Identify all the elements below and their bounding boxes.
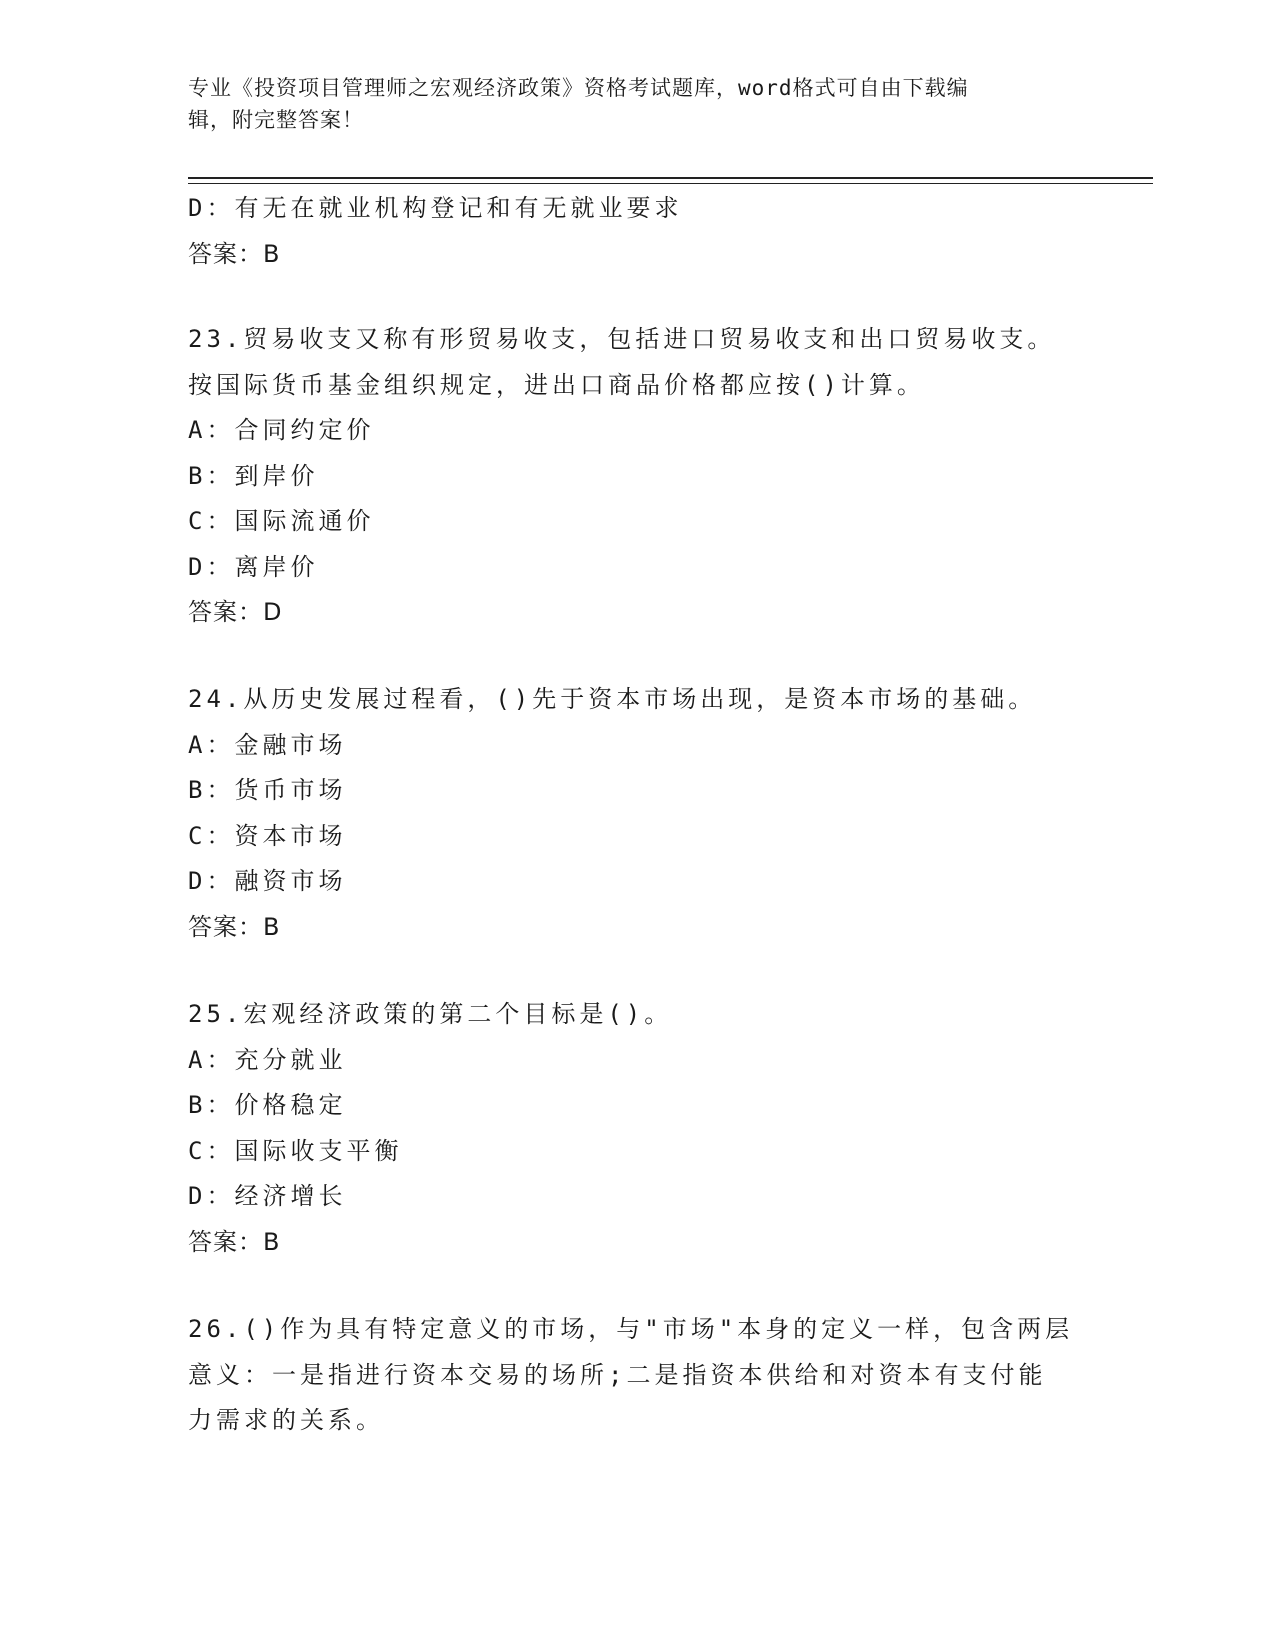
answer-line: 答案：B bbox=[188, 912, 281, 941]
answer-line: 答案：D bbox=[188, 598, 283, 626]
header-rule-thin bbox=[188, 183, 1153, 184]
option-a: A：充分就业 bbox=[188, 1045, 347, 1074]
document-header bbox=[188, 72, 1068, 136]
question-26 bbox=[188, 1307, 1088, 1444]
option-c: C：国际流通价 bbox=[188, 507, 375, 535]
answer-line: 答案：B bbox=[188, 239, 281, 268]
question-stem-line: 按国际货币基金组织规定，进出口商品价格都应按()计算。 bbox=[188, 370, 925, 399]
question-23 bbox=[188, 317, 1088, 636]
header-line-2: 辑，附完整答案！ bbox=[188, 108, 364, 132]
option-d: D：有无在就业机构登记和有无就业要求 bbox=[188, 194, 683, 222]
question-stem-line: 26.()作为具有特定意义的市场，与"市场"本身的定义一样，包含两层 bbox=[188, 1315, 1074, 1343]
header-rule-thick bbox=[188, 177, 1153, 179]
option-a: A：金融市场 bbox=[188, 730, 347, 759]
option-d: D：经济增长 bbox=[188, 1182, 347, 1210]
question-22-continuation bbox=[188, 186, 1088, 277]
option-c: C：资本市场 bbox=[188, 821, 347, 850]
question-stem-line: 力需求的关系。 bbox=[188, 1406, 384, 1434]
question-25 bbox=[188, 992, 1088, 1265]
option-b: B：价格稳定 bbox=[188, 1091, 347, 1119]
option-b: B：到岸价 bbox=[188, 461, 319, 490]
option-a: A：合同约定价 bbox=[188, 416, 375, 444]
option-c: C：国际收支平衡 bbox=[188, 1136, 403, 1165]
question-stem-line: 25.宏观经济政策的第二个目标是()。 bbox=[188, 1000, 673, 1028]
answer-line: 答案：B bbox=[188, 1227, 281, 1256]
question-stem-line: 意义：一是指进行资本交易的场所;二是指资本供给和对资本有支付能 bbox=[188, 1360, 1047, 1389]
question-24 bbox=[188, 677, 1088, 950]
option-b: B：货币市场 bbox=[188, 776, 347, 804]
question-stem-line: 23.贸易收支又称有形贸易收支，包括进口贸易收支和出口贸易收支。 bbox=[188, 325, 1056, 353]
option-d: D：融资市场 bbox=[188, 867, 347, 895]
header-line-1: 专业《投资项目管理师之宏观经济政策》资格考试题库，word格式可自由下载编 bbox=[188, 76, 969, 100]
option-d: D：离岸价 bbox=[188, 552, 319, 581]
question-stem-line: 24.从历史发展过程看，()先于资本市场出现，是资本市场的基础。 bbox=[188, 685, 1037, 713]
